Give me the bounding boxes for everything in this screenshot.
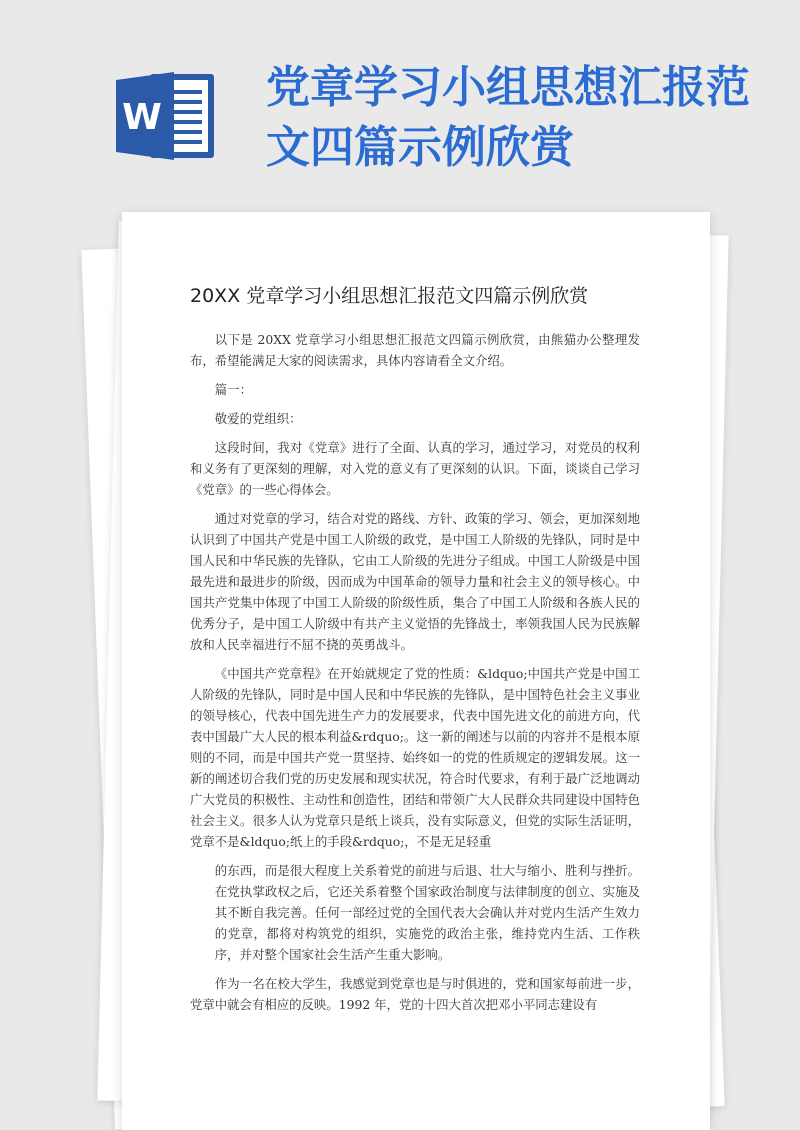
- header-banner: [0, 0, 800, 200]
- document-body: [190, 329, 640, 1023]
- body-paragraph: 这段时间，我对《党章》进行了全面、认真的学习，通过学习，对党员的权利和义务有了更深刻的理解，对入党的意义有了更深刻的认识。下面，谈谈自己学习《党章》的一些心得体会。: [190, 440, 640, 497]
- body-paragraph: 《中国共产党章程》在开始就规定了党的性质：&ldquo;中国共产党是中国工人阶级的先锋队，同时是中国人民和中华民族的先锋队，是中国特色社会主义事业的领导核心，代表中国先进生产力的发展要求，代表中国先进文化的前进方向，代表中国最广大人民的根本利益&rdquo;。这一新的阐述与以前的内容并不是根本原则的不同，而是中国共产党一贯坚持、始终如一的党的性质规定的逻辑发展。这一新的阐述切合我们党的历史发展和现实状况，符合时代要求，有利于最广泛地调动广大党员的积极性、主动性和创造性，团结和带领广大人民群众共同建设中国特色社会主义。很多人认为党章只是纸上谈兵，没有实际意义，但党的实际生活证明，党章不是&ldquo;纸上的手段&rdquo;，不是无足轻重: [190, 666, 640, 849]
- intro-paragraph: 以下是 20XX 党章学习小组思想汇报范文四篇示例欣赏，由熊猫办公整理发布，希望能满足大家的阅读需求，具体内容请看全文介绍。: [190, 332, 640, 368]
- body-paragraph: 的东西，而是很大程度上关系着党的前进与后退、壮大与缩小、胜利与挫折。在党执掌政权之后，它还关系着整个国家政治制度与法律制度的创立、实施及其不断自我完善。任何一部经过党的全国代表大会确认并对党内生活产生效力的党章，都将对构筑党的组织，实施党的政治主张，维持党内生活、工作秩序，并对整个国家社会生活产生重大影响。: [214, 863, 640, 962]
- body-paragraph: 通过对党章的学习，结合对党的路线、方针、政策的学习、领会，更加深刻地认识到了中国共产党是中国工人阶级的政党，是中国工人阶级的先锋队，同时是中国人民和中华民族的先锋队，它由工人阶级的先进分子组成。中国工人阶级是中国最先进和最进步的阶级，因而成为中国革命的领导力量和社会主义的领导核心。中国共产党集中体现了中国工人阶级的阶级性质，集合了中国工人阶级和各族人民的优秀分子，是中国工人阶级中有共产主义觉悟的先锋战士，率领我国人民为民族解放和人民幸福进行不屈不挠的英勇战斗。: [190, 511, 640, 652]
- section-heading: 篇一：: [214, 382, 252, 397]
- word-icon-letter: W: [122, 97, 162, 138]
- page-title: 党章学习小组思想汇报范文四篇示例欣赏: [266, 62, 750, 173]
- salutation: 敬爱的党组织：: [214, 411, 302, 426]
- document-page: [122, 212, 710, 1130]
- body-paragraph: 作为一名在校大学生，我感觉到党章也是与时俱进的，党和国家每前进一步，党章中就会有相应的反映。1992 年，党的十四大首次把邓小平同志建设有: [190, 976, 640, 1012]
- document-title: 20XX 党章学习小组思想汇报范文四篇示例欣赏: [190, 285, 589, 307]
- word-document-icon: [112, 66, 222, 166]
